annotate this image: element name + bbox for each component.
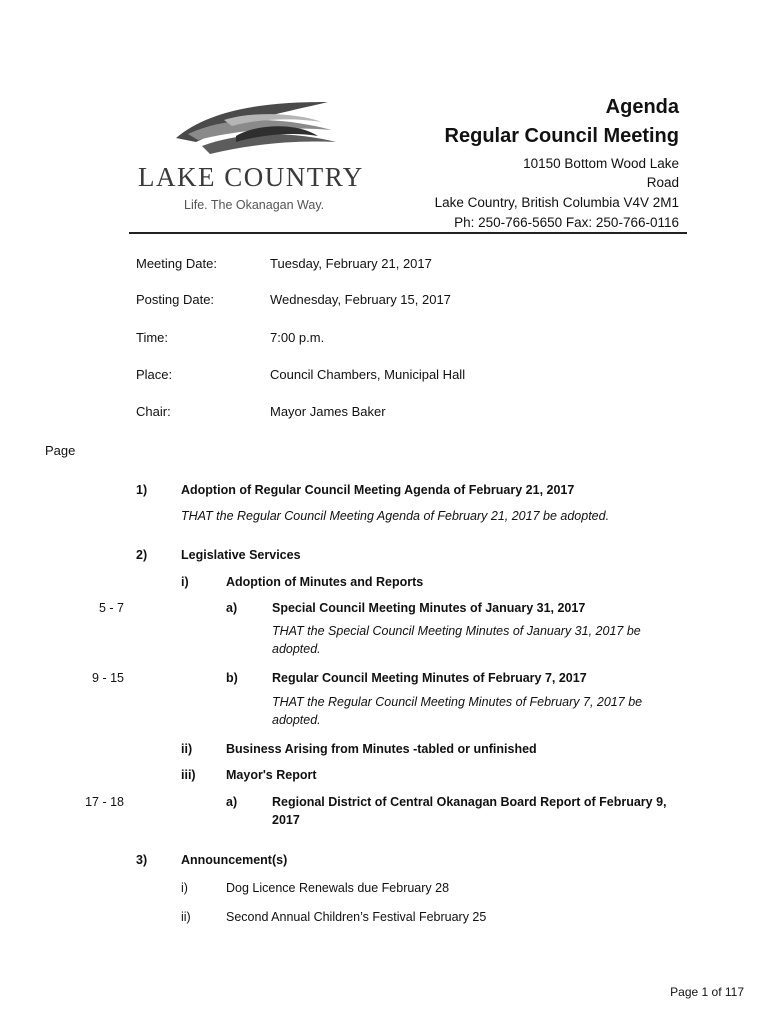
lake-country-logo [136, 96, 386, 218]
time-label: Time: [136, 330, 169, 345]
item-3-number: 3) [136, 853, 148, 867]
meeting-date-value: Tuesday, February 21, 2017 [270, 256, 432, 271]
item-3-ii-text: Second Annual Children’s Festival February 25 [226, 910, 487, 924]
item-2-number: 2) [136, 548, 148, 562]
item-2-title: Legislative Services [181, 548, 301, 562]
time-value: 7:00 p.m. [270, 330, 325, 345]
posting-date-label: Posting Date: [136, 292, 215, 307]
item-2-ii-title: Business Arising from Minutes -tabled or unfinished [226, 742, 537, 756]
item-2-iii-number: iii) [181, 768, 196, 782]
item-2-i-b-pages: 9 - 15 [92, 671, 124, 685]
item-2-i-a-number: a) [226, 601, 238, 615]
page-number-footer: Page 1 of 117 [670, 985, 744, 999]
place-value: Council Chambers, Municipal Hall [270, 367, 466, 382]
posting-date-value: Wednesday, February 15, 2017 [270, 292, 451, 307]
item-2-i-a-title: Special Council Meeting Minutes of January 31, 2017 [272, 601, 586, 615]
meeting-date-label: Meeting Date: [136, 256, 217, 271]
place-label: Place: [136, 367, 173, 382]
logo-tagline: Life. The Okanagan Way. [184, 198, 325, 212]
item-2-i-number: i) [181, 575, 189, 589]
item-2-iii-title: Mayor's Report [226, 768, 317, 782]
item-1-number: 1) [136, 483, 148, 497]
item-2-i-b-number: b) [226, 671, 238, 685]
contact-line: Ph: 250-766-5650 Fax: 250-766-0116 [454, 215, 679, 230]
chair-label: Chair: [136, 404, 171, 419]
address-line-3: Lake Country, British Columbia V4V 2M1 [434, 195, 679, 210]
address-line-1: 10150 Bottom Wood Lake [523, 156, 679, 171]
header-divider [129, 232, 687, 234]
item-1-title: Adoption of Regular Council Meeting Agenda of February 21, 2017 [181, 483, 575, 497]
logo-name: LAKE COUNTRY [138, 162, 364, 192]
item-2-i-a-pages: 5 - 7 [98, 601, 124, 615]
item-2-iii-a-number: a) [226, 795, 238, 809]
item-3-title: Announcement(s) [181, 853, 288, 867]
item-1-motion: THAT the Regular Council Meeting Agenda of February 21, 2017 be adopted. [181, 509, 610, 523]
item-2-i-b-motion-line-1: THAT the Regular Council Meeting Minutes of February 7, 2017 be [272, 695, 643, 709]
item-2-iii-a-title-line-2: 2017 [272, 813, 300, 827]
item-2-ii-number: ii) [181, 742, 193, 756]
item-2-iii-a-title-line-1: Regional District of Central Okanagan Board Report of February 9, [272, 795, 667, 809]
item-3-ii-number: ii) [181, 910, 191, 924]
item-2-i-a-motion-line-2: adopted. [272, 642, 321, 656]
item-2-iii-a-pages: 17 - 18 [85, 795, 124, 809]
agenda-title: Agenda [605, 96, 679, 118]
logo-swoosh-icon [136, 96, 386, 160]
item-3-i-number: i) [181, 881, 188, 895]
item-2-i-title: Adoption of Minutes and Reports [226, 575, 424, 589]
chair-value: Mayor James Baker [270, 404, 386, 419]
address-line-2: Road [646, 175, 679, 190]
item-2-i-a-motion-line-1: THAT the Special Council Meeting Minutes of January 31, 2017 be [272, 624, 641, 638]
item-2-i-b-motion-line-2: adopted. [272, 713, 321, 727]
item-2-i-b-title: Regular Council Meeting Minutes of February 7, 2017 [272, 671, 587, 685]
page-column-label: Page [45, 443, 76, 458]
item-3-i-text: Dog Licence Renewals due February 28 [226, 881, 450, 895]
meeting-type-title: Regular Council Meeting [444, 125, 679, 147]
